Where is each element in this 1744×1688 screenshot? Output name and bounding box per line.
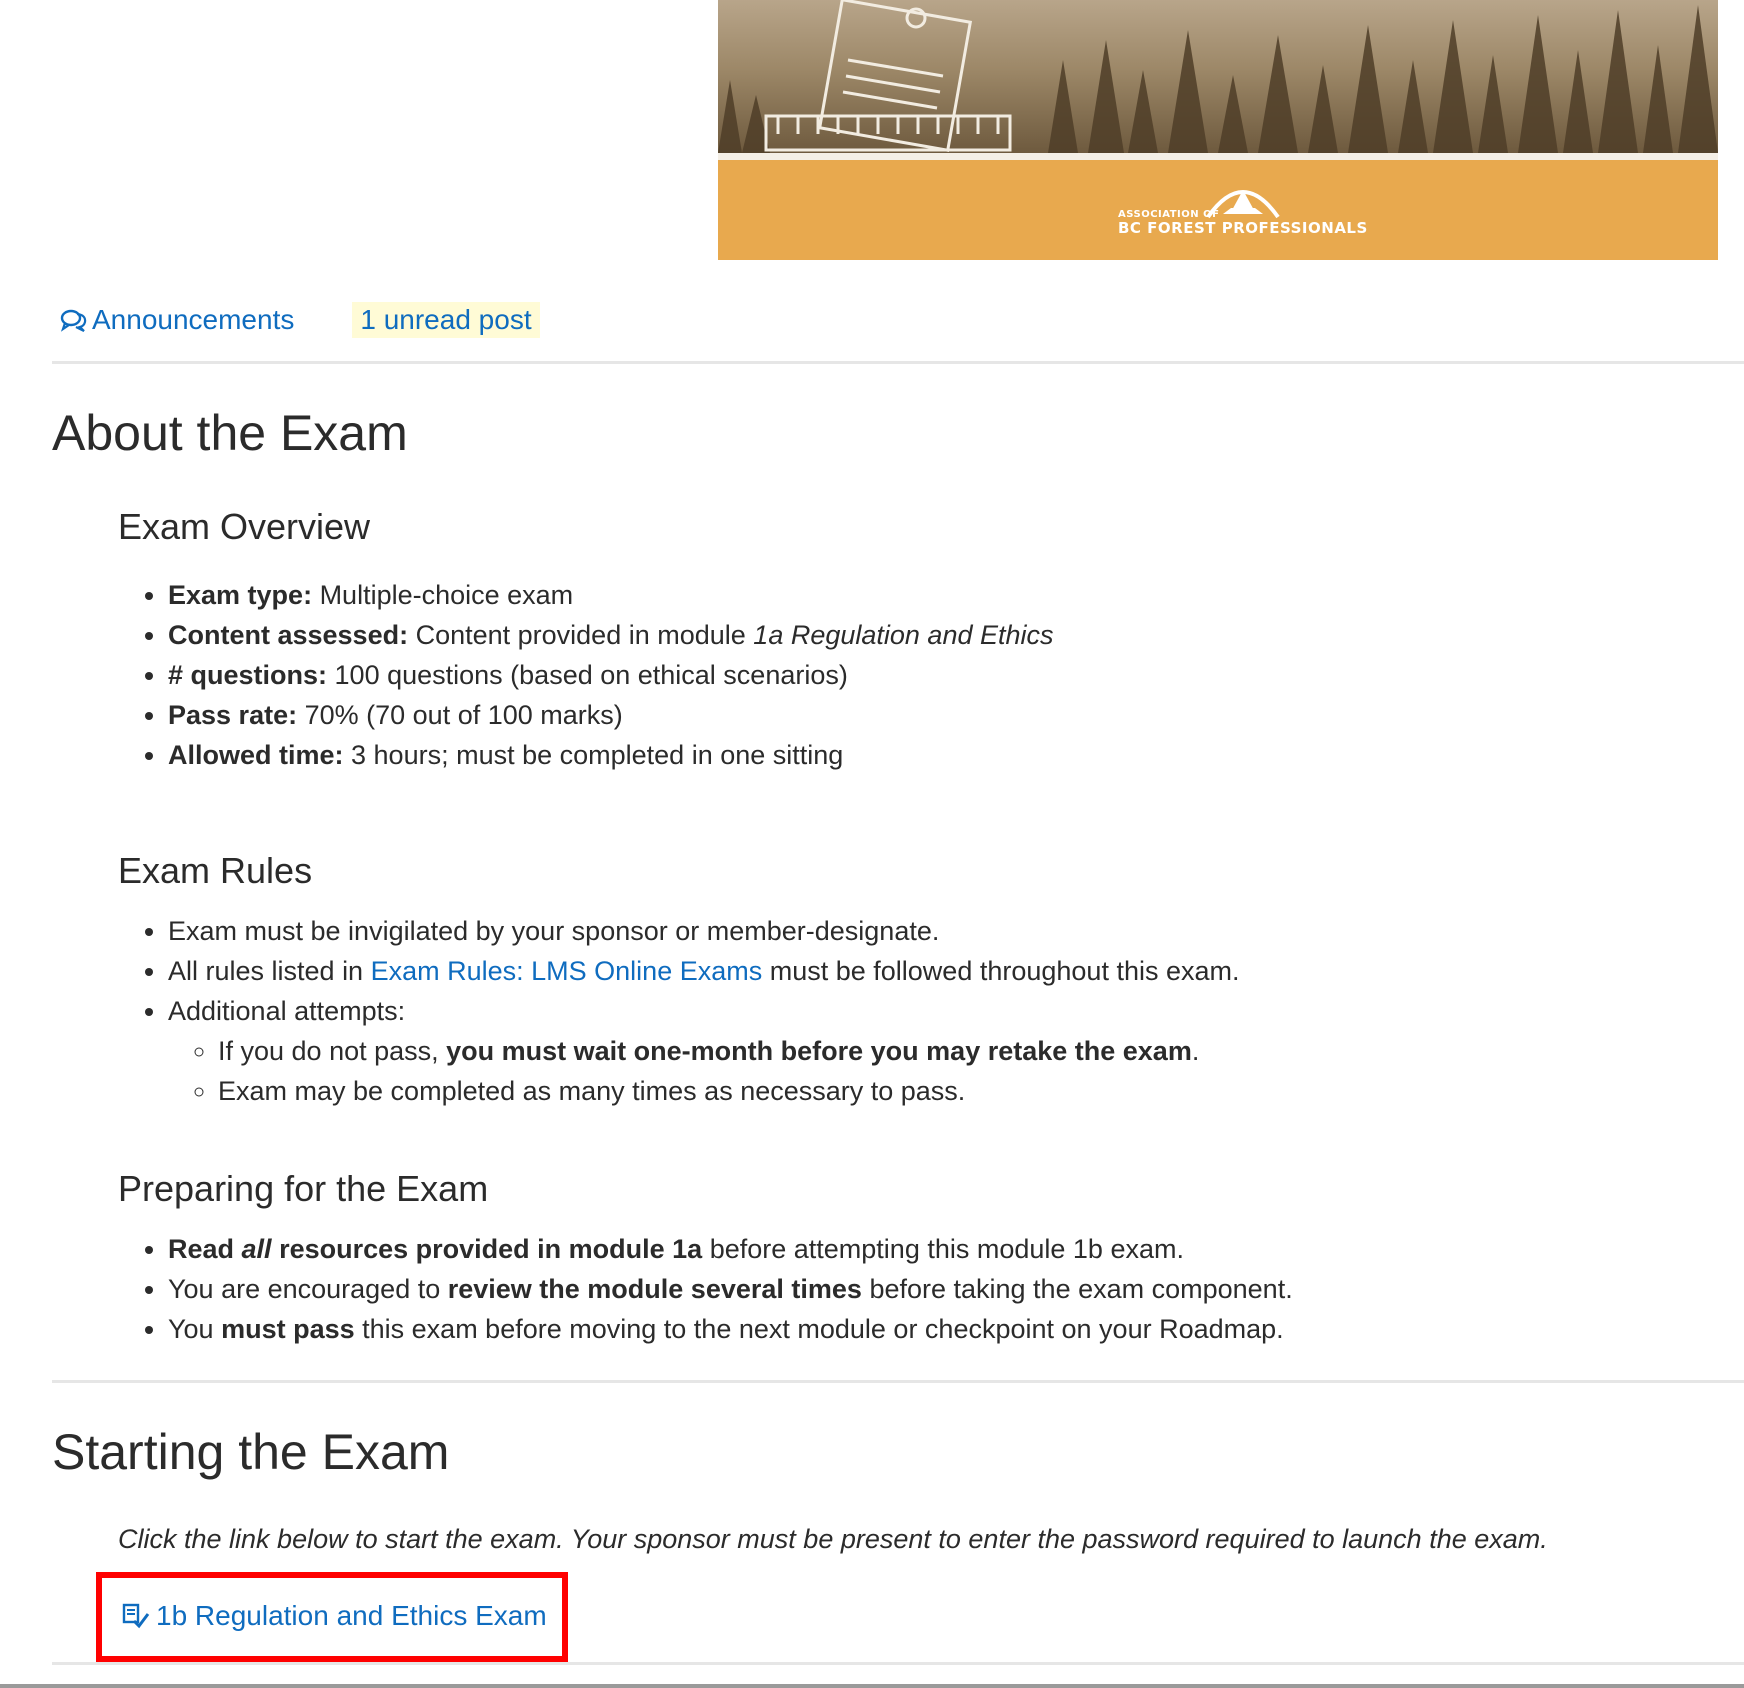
announcements-label: Announcements [92,304,295,335]
item-bold: Read [168,1234,242,1264]
start-instruction: Click the link below to start the exam. Your sponsor must be present to enter the password required to launch the exam. [118,1524,1548,1554]
item-bold: resources provided in module 1a [271,1234,703,1264]
exam-rules-link[interactable]: Exam Rules: LMS Online Exams [370,956,763,986]
chat-bubbles-icon [60,308,88,332]
banner-logo-text [1118,210,1368,236]
list-item [218,1071,1240,1111]
item-text: before attempting this module 1b exam. [702,1234,1184,1264]
list-item [168,575,1054,615]
course-banner [718,0,1718,260]
item-label: Pass rate: [168,700,298,730]
item-text: before taking the exam component. [861,1274,1293,1304]
item-label: Content assessed: [168,620,409,650]
preparing-list [118,1229,1293,1349]
starting-exam-heading: Starting the Exam [52,1424,450,1480]
item-bold-italic: all [241,1234,272,1264]
unread-post-link[interactable]: 1 unread post [352,302,539,338]
exam-overview-list [118,575,1054,775]
section-divider [52,361,1744,364]
list-item [168,951,1240,991]
item-text: If you do not pass, [218,1036,447,1066]
preparing-heading: Preparing for the Exam [118,1168,489,1209]
list-item [168,1229,1293,1269]
item-text: 70% (70 out of 100 marks) [297,700,623,730]
exam-rules-list [118,911,1240,1111]
exam-link-label: 1b Regulation and Ethics Exam [156,1600,547,1631]
section-divider [52,1662,1744,1665]
item-italic: 1a Regulation and Ethics [753,620,1054,650]
banner-strip [718,153,1718,160]
banner-forest-image [718,0,1718,153]
item-text: Multiple-choice exam [312,580,574,610]
item-text: Exam may be completed as many times as necessary to pass. [218,1076,966,1106]
sub-list [168,1031,1240,1111]
item-text: this exam before moving to the next module or checkpoint on your Roadmap. [354,1314,1284,1344]
item-bold: must pass [221,1314,355,1344]
list-item [168,655,1054,695]
list-item [168,695,1054,735]
item-text: You are encouraged to [168,1274,448,1304]
clipboard-illustration [766,0,1010,150]
item-label: Allowed time: [168,740,344,770]
item-label: Exam type: [168,580,313,610]
item-text: . [1191,1036,1200,1066]
item-bold: you must wait one-month before you may retake the exam [446,1036,1192,1066]
section-divider [52,1380,1744,1383]
about-exam-heading: About the Exam [52,405,408,461]
item-text: 3 hours; must be completed in one sitting [343,740,844,770]
exam-overview-heading: Exam Overview [118,506,371,547]
window-bottom-border [0,1684,1744,1688]
exam-quiz-link[interactable] [122,1600,547,1632]
item-bold: review the module several times [447,1274,862,1304]
item-text: Exam must be invigilated by your sponsor or member-designate. [168,916,940,946]
list-item [168,991,1240,1111]
list-item [168,735,1054,775]
item-text: All rules listed in [168,956,371,986]
item-text: You [168,1314,222,1344]
logo-line-1: ASSOCIATION OF [1118,209,1220,220]
announcements-row [60,300,540,340]
item-label: # questions: [168,660,328,690]
list-item [168,1309,1293,1349]
item-text: 100 questions (based on ethical scenarios) [327,660,848,690]
item-text: must be followed throughout this exam. [762,956,1240,986]
list-item [168,615,1054,655]
exam-rules-heading: Exam Rules [118,850,313,891]
list-item [218,1031,1240,1071]
list-item [168,1269,1293,1309]
logo-line-2: BC FOREST PROFESSIONALS [1118,218,1368,237]
announcements-link[interactable] [60,304,294,336]
item-text: Content provided in module [408,620,754,650]
list-item [168,911,1240,951]
quiz-icon [122,1603,150,1629]
item-text: Additional attempts: [168,996,406,1026]
